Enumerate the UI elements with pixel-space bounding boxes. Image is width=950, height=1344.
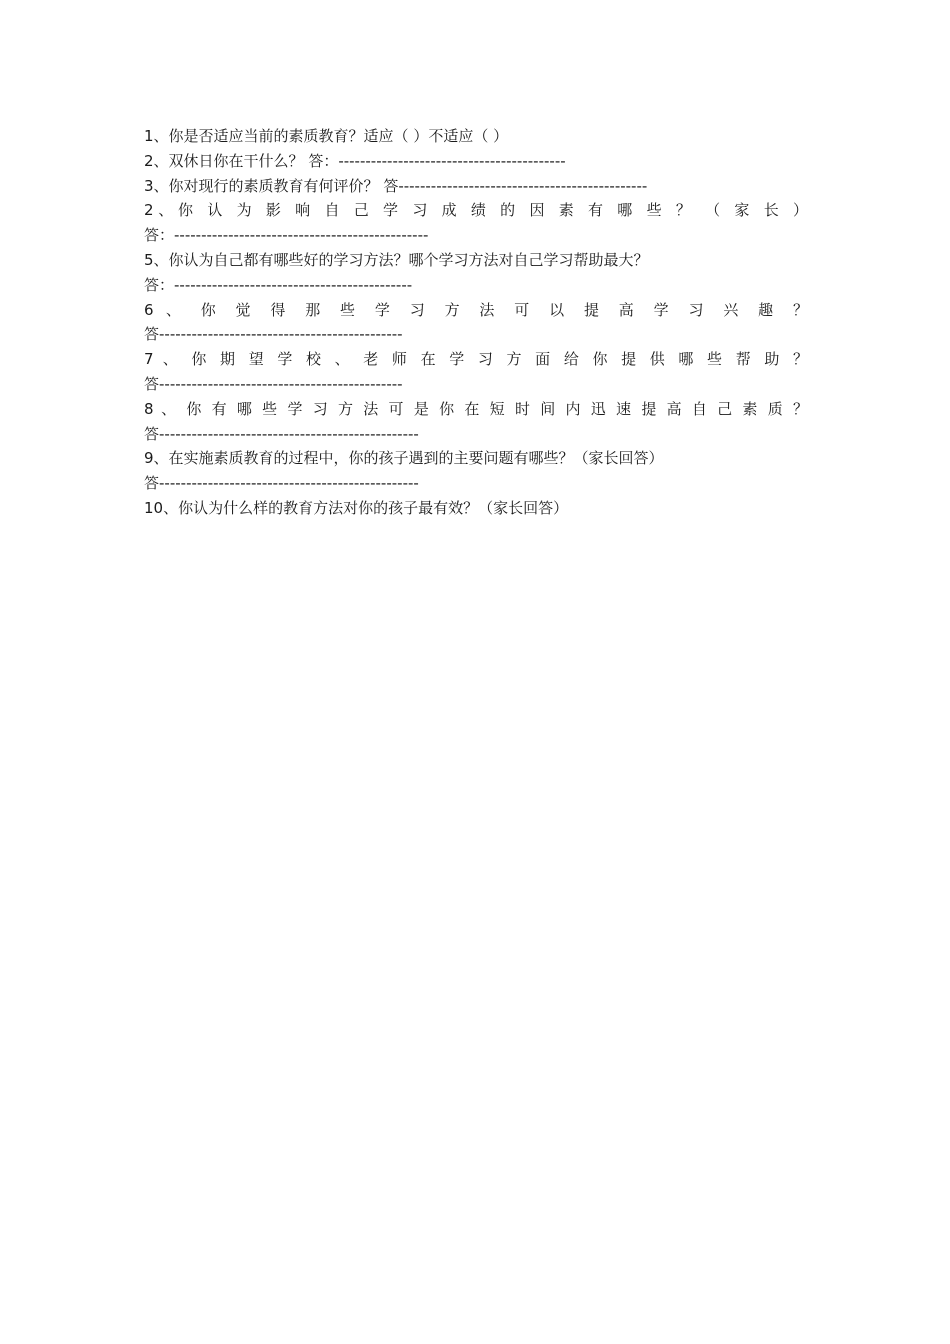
question-1: 1、你是否适应当前的素质教育？适应（ ）不适应（ ） xyxy=(144,127,509,145)
question-7: 7 、 你 期 望 学 校 、 老 师 在 学 习 方 面 给 你 提 供 哪 些 帮 助 ？ xyxy=(144,350,808,369)
question-10: 10、你认为什么样的教育方法对你的孩子最有效？（家长回答） xyxy=(144,498,569,517)
answer-line-factors: 答：----------------------------------------------- xyxy=(144,226,429,245)
question-9: 9、在实施素质教育的过程中，你的孩子遇到的主要问题有哪些？（家长回答） xyxy=(144,449,664,468)
question-6: 6 、 你 觉 得 那 些 学 习 方 法 可 以 提 高 学 习 兴 趣 ？ xyxy=(144,300,808,319)
question-2-factors: 2、你 认 为 影 响 自 己 学 习 成 绩 的 因 素 有 哪 些 ？ （ 家 长 ） xyxy=(144,201,808,220)
question-5: 5、你认为自己都有哪些好的学习方法？哪个学习方法对自己学习帮助最大？ xyxy=(144,250,649,269)
question-2-weekend: 2、双休日你在干什么？ 答：------------------------------------------ xyxy=(144,151,566,170)
question-3: 3、你对现行的素质教育有何评价？ 答---------------------------------------------- xyxy=(144,176,648,195)
question-8: 8 、 你 有 哪 些 学 习 方 法 可 是 你 在 短 时 间 内 迅 速 提 高 自 己 素 质 ？ xyxy=(144,399,808,418)
answer-line-6: 答--------------------------------------------- xyxy=(144,325,403,344)
answer-line-9: 答------------------------------------------------ xyxy=(144,474,419,493)
questionnaire xyxy=(144,124,808,521)
answer-line-7: 答--------------------------------------------- xyxy=(144,374,403,393)
answer-line-5: 答：-------------------------------------------- xyxy=(144,275,413,294)
answer-line-8: 答------------------------------------------------ xyxy=(144,424,419,443)
